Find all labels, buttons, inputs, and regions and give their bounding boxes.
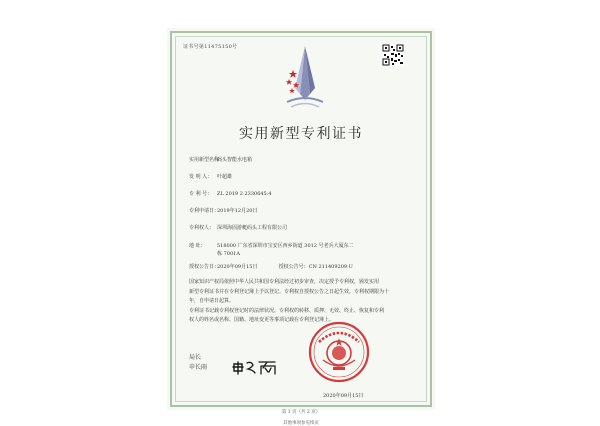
page-number: 第 1 页（共 2 页） — [281, 410, 321, 415]
field-utility-model-name — [189, 156, 252, 163]
field-label: 实用新型名称： — [189, 157, 225, 163]
field-label: 专利申请日： — [189, 208, 220, 214]
field-value: 叶超雄 — [217, 174, 233, 180]
field-grant-date — [189, 263, 353, 270]
footer-note: 其他事项参见续页 — [283, 421, 319, 426]
cnipa-emblem-icon — [283, 44, 327, 112]
body-line: 国家知识产权局依照中华人民共和国专利法经过初步审查，决定授予专利权，颁发实用 — [189, 279, 380, 285]
field-label: 专利权人： — [189, 225, 215, 231]
field-value: 码头智能水电箱 — [217, 157, 253, 163]
field-label: 发 明 人： — [189, 174, 213, 180]
field-label: 授权公告日： — [189, 264, 220, 270]
seal-date: 2020年09月15日 — [323, 393, 364, 399]
director-name: 申长雨 — [189, 364, 208, 371]
field-patent-number — [189, 190, 272, 197]
field-address-line2: 栋 7001A — [217, 251, 240, 257]
field-value: ZL 2019 2 2330645.4 — [217, 191, 272, 197]
field-value: 2020年09月15日 — [217, 264, 258, 270]
field-value: 2019年12月20日 — [217, 208, 258, 214]
body-line: 年，自申请日起算。 — [189, 298, 235, 305]
field-application-date — [189, 207, 257, 214]
patent-certificate — [167, 28, 435, 426]
director-title: 局长 — [189, 354, 202, 361]
field-label: 授权公告号： — [278, 264, 309, 270]
certificate-body-text — [189, 278, 415, 326]
field-value: 518000 广东省深圳市宝安区西乡街道 3012 号老兵大厦东二 — [217, 243, 354, 249]
director-signature-icon — [231, 358, 279, 376]
official-seal-icon — [307, 320, 371, 384]
body-line: 专利证书记载专利权登记时的法律状况。专利权的转移、质押、无效、终止、恢复和专利 — [189, 307, 385, 314]
field-value: 深圳海固游艇码头工程有限公司 — [217, 225, 288, 231]
field-label: 专 利 号： — [189, 191, 213, 197]
field-address — [189, 242, 354, 249]
field-value: CN 211409209 U — [308, 264, 353, 270]
field-label: 地 址： — [189, 243, 206, 249]
body-line: 权人的姓名或名称、国籍、地址变更等事项记载在专利登记簿上。 — [189, 317, 335, 324]
certificate-number: 证书号第11475150号 — [183, 44, 238, 50]
qr-code-icon — [382, 44, 404, 66]
field-patentee — [189, 224, 287, 231]
certificate-title: 实用新型专利证书 — [239, 126, 363, 142]
field-inventor — [189, 173, 232, 180]
body-line: 新型专利证书并在专利登记簿上予以登记。专利权自授权公告之日起生效。专利权期限为十 — [189, 288, 390, 295]
